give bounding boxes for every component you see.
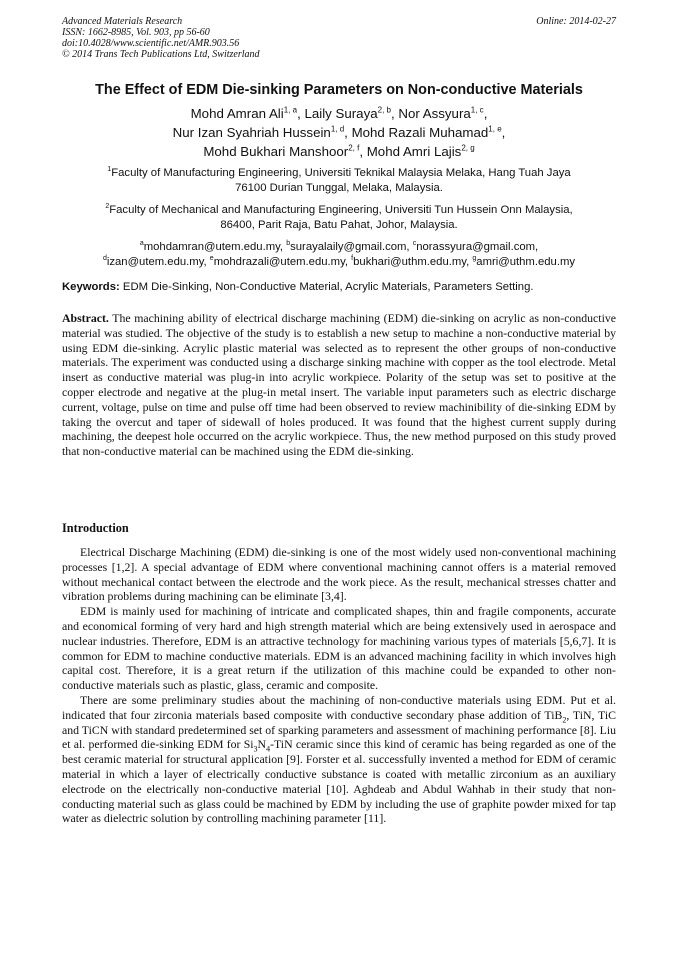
author-name: Mohd Amran Ali — [190, 106, 284, 121]
email-marker: a — [139, 240, 144, 248]
author-name: Nur Izan Syahriah Hussein — [172, 125, 331, 140]
email-line — [0, 255, 678, 270]
email-marker: e — [209, 255, 214, 263]
subscript: 3 — [253, 744, 258, 754]
author-marker: 2, g — [461, 143, 475, 153]
journal-issn: ISSN: 1662-8985, Vol. 903, pp 56-60 — [62, 27, 210, 38]
paragraph-text: -TiN ceramic since this kind of ceramic has being regarded as one of the best ceramic material for structural application [9]. Forster et al. successfully invented a method for EDM of ceramic material in which a layer of electrically conductive substance is coated with metallic zirconium as an auxiliary electrode on the electrically non-conductive material [10]. Aghdeab and Abdul Wahhab in their study that non-conducting material such as glass could be machined by EDM by including the use of graphite powder mixed for tap water as dielectric solution by controlling machining parameter [11]. — [62, 737, 616, 826]
email-address[interactable]: mohdamran@utem.edu.my, — [143, 241, 284, 253]
paper-title: The Effect of EDM Die-sinking Parameters on Non-conductive Materials — [95, 82, 583, 98]
keywords — [62, 281, 622, 293]
paragraph: EDM is mainly used for machining of intricate and complicated shapes, thin and fragile components, accurate and economical forming of very hard and high strength material which are being extensively used in aerospace and nuclear industries. Therefore, EDM is an attractive technology for machining various types of materials [5,6,7]. It is common for EDM to machine conductive materials. EDM is an advanced machining facility in which involves high capital cost. Therefore, it is a great return if the utilization of this machine could be expanded to other non-conductive materials such as plastic, glass, ceramic and composite. — [62, 604, 616, 693]
affiliation-2 — [0, 203, 678, 233]
email-address[interactable]: mohdrazali@utem.edu.my, — [213, 256, 349, 268]
email-address[interactable]: bukhari@uthm.edu.my, — [353, 256, 470, 268]
paragraph-text: N — [257, 737, 267, 752]
affiliation-marker: 2 — [105, 203, 110, 211]
author-name: Nor Assyura — [398, 106, 471, 121]
author-name: Mohd Razali Muhamad — [351, 125, 489, 140]
section-heading-introduction: Introduction — [62, 521, 129, 535]
subscript: 4 — [266, 744, 271, 754]
affiliation-1 — [0, 166, 678, 196]
author-marker: 2, b — [377, 105, 391, 115]
keywords-text: EDM Die-Sinking, Non-Conductive Material, Acrylic Materials, Parameters Setting. — [122, 281, 534, 293]
affiliation-text: 76100 Durian Tunggal, Melaka, Malaysia. — [235, 182, 443, 194]
email-address[interactable]: surayalaily@gmail.com, — [290, 241, 410, 253]
journal-doi: doi:10.4028/www.scientific.net/AMR.903.56 — [62, 38, 240, 49]
affiliation-text: Faculty of Manufacturing Engineering, Universiti Teknikal Malaysia Melaka, Hang Tuah Jaya — [111, 167, 571, 179]
email-marker: f — [351, 255, 354, 263]
keywords-label: Keywords: — [62, 281, 120, 293]
author-line: Nur Izan Syahriah Hussein$^{1, d}$, Mohd Razali Muhamad$^{1, e}$, — [172, 124, 506, 140]
email-marker: g — [472, 255, 477, 263]
introduction-body — [62, 545, 616, 826]
paragraph: Electrical Discharge Machining (EDM) die-sinking is one of the most widely used non-conventional machining processes [1,2]. A special advantage of EDM where conventional machining cannot offers is a material removed without mechanical contact between the electrode and the work piece. As the result, mechanical stresses chatter and vibration problems during machining can be eliminate [3,4]. — [62, 545, 616, 604]
author-name: Mohd Bukhari Manshoor — [203, 144, 349, 159]
email-line — [0, 240, 678, 255]
affiliation-line — [0, 166, 678, 181]
email-address[interactable]: izan@utem.edu.my, — [106, 256, 207, 268]
author-marker: 1, d — [330, 124, 345, 134]
subscript: 2 — [562, 715, 567, 725]
author-line: Mohd Bukhari Manshoor$^{2, f}$, Mohd Amri Lajis$^{2, g}$ — [203, 143, 475, 159]
author-name: Laily Suraya — [304, 106, 378, 121]
paragraph — [62, 693, 616, 826]
online-date: Online: 2014-02-27 — [536, 16, 616, 27]
affiliation-marker: 1 — [107, 166, 112, 174]
author-list — [0, 104, 678, 161]
abstract-text: The machining ability of electrical discharge machining (EDM) die-sinking on acrylic as non-conductive material was studied. The objective of the study is to establish a new setup to machine a non-conductive material by using EDM die-sinking. Acrylic plastic material was selected as to represent the other groups of non-conductive materials. The experiment was conducted using a discharge sinking machine with copper as the tool electrode. Metal insert as conductive material was plug-in into acrylic workpiece. Polarity of the setup was set to positive at the copper electrode and negative at the plug-in metal insert. The variable input parameters such as electric discharge current, voltage, pulse on time and pulse off time had been observed to review machinibility of die-sinking EDM by taking the overcut and taper of sidewall of holes produced. It was found that the highest current supply during machining, the deepest hole occurred on the acrylic workpiece. Thus, the new method purposed on this study proved that non-conductive material can be machined using the EDM die-sinking. — [62, 311, 616, 459]
author-name: Mohd Amri Lajis — [366, 144, 462, 159]
author-emails — [0, 240, 678, 270]
email-address[interactable]: norassyura@gmail.com, — [416, 241, 539, 253]
abstract — [62, 311, 616, 459]
email-marker: b — [286, 240, 291, 248]
paragraph-text: There are some preliminary studies about the machining of non-conductive materials using EDM. Put et al. indicated that four zirconia materials based composite with conductive secondary phase addition of TiB — [62, 692, 616, 722]
journal-info — [62, 16, 260, 60]
email-marker: d — [102, 255, 107, 263]
journal-copyright: © 2014 Trans Tech Publications Ltd, Switzerland — [62, 49, 260, 60]
affiliation-text: 86400, Parit Raja, Batu Pahat, Johor, Malaysia. — [220, 219, 458, 231]
author-marker: 1, c — [470, 105, 484, 115]
author-marker: 2, f — [348, 143, 360, 153]
email-marker: c — [412, 240, 417, 248]
affiliation-line — [0, 203, 678, 218]
affiliation-text: Faculty of Mechanical and Manufacturing Engineering, Universiti Tun Hussein Onn Malaysia, — [109, 204, 573, 216]
journal-name: Advanced Materials Research — [62, 16, 183, 27]
abstract-label: Abstract. — [62, 311, 109, 325]
paragraph-text: , TiN, TiC and TiCN with standard predetermined set of sparking parameters and assessment of machining performance [8]. Liu et al. performed die-sinking EDM for Si — [62, 707, 616, 752]
author-line: Mohd Amran Ali$^{1, a}$, Laily Suraya$^{2, b}$, Nor Assyura$^{1, c}$, — [190, 105, 488, 121]
author-marker: 1, a — [283, 105, 298, 115]
author-marker: 1, e — [488, 124, 502, 134]
email-address[interactable]: amri@uthm.edu.my — [476, 256, 576, 268]
running-header — [62, 16, 616, 60]
